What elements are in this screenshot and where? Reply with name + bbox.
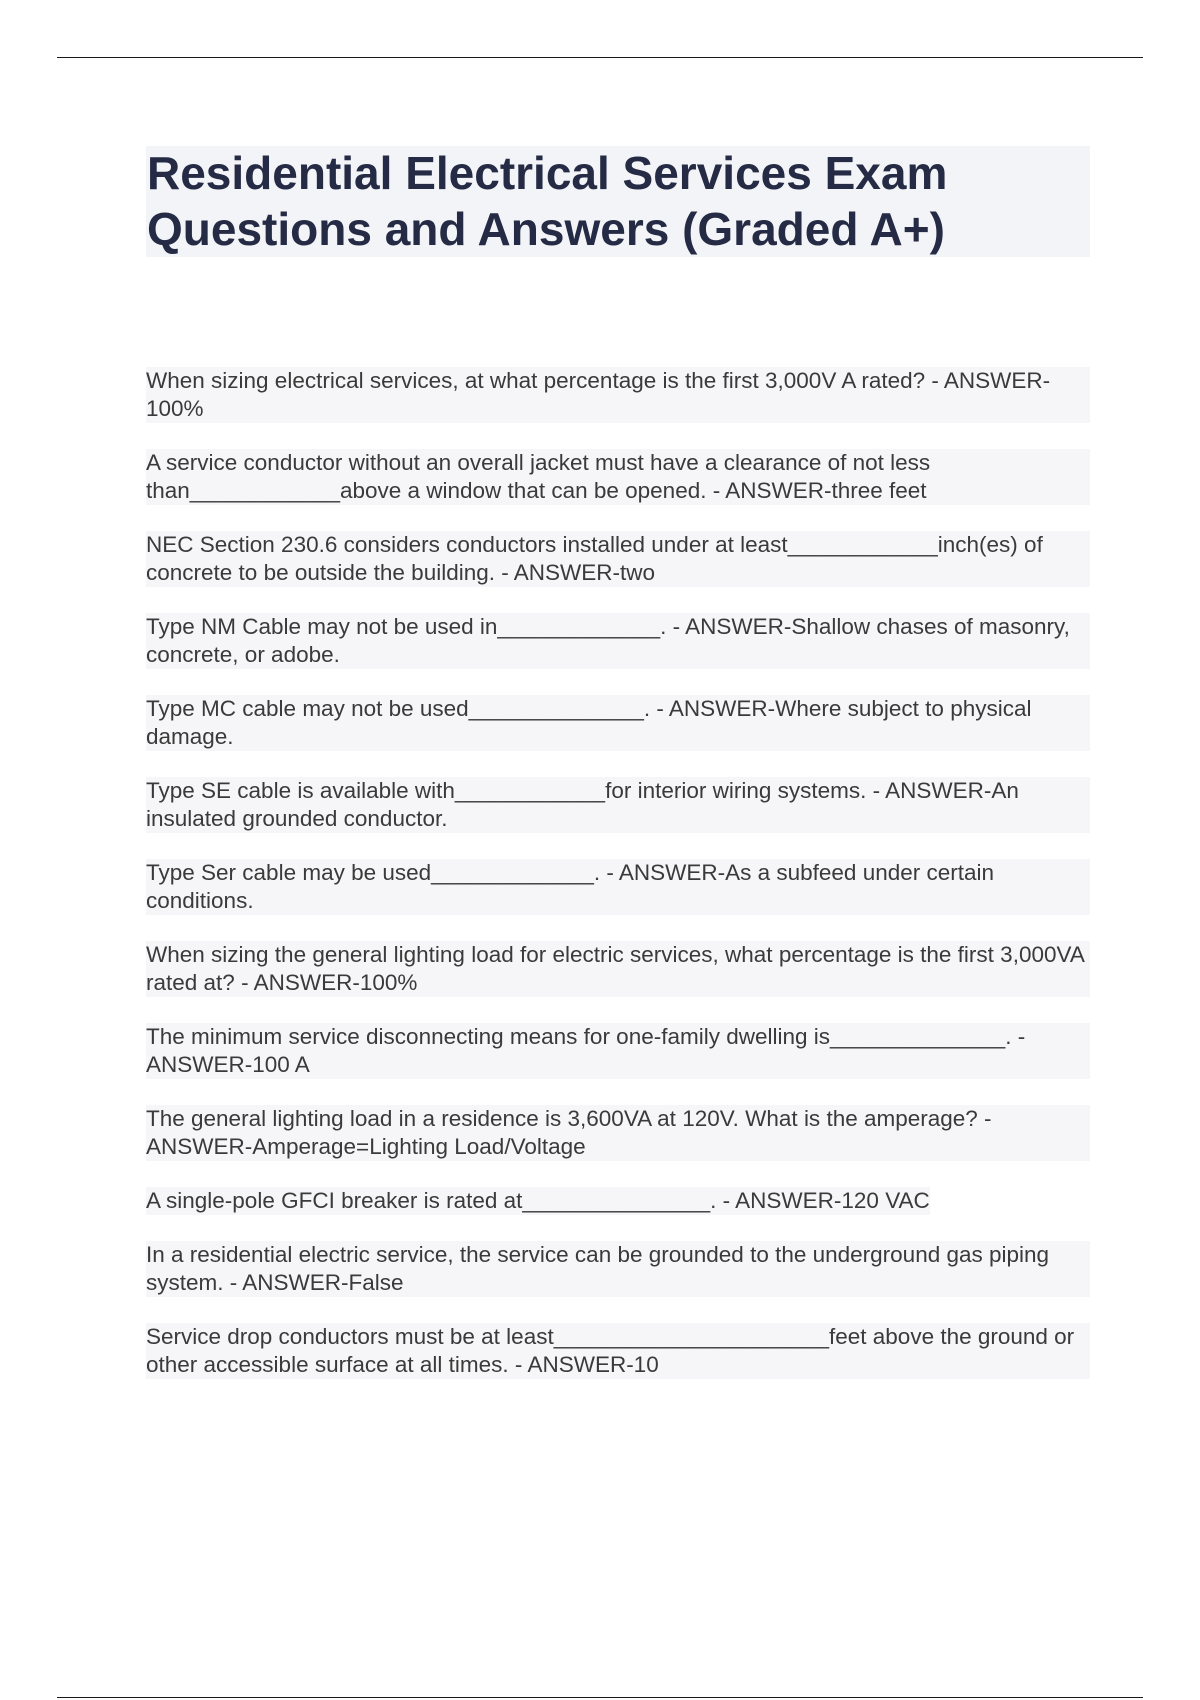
answer-text: ANSWER-False [242, 1270, 404, 1295]
qa-item [146, 695, 1090, 751]
answer-text: ANSWER-three feet [725, 478, 927, 503]
qa-item [146, 613, 1090, 669]
qa-item [146, 1105, 1090, 1161]
question-text: When sizing the general lighting load for electric services, what percentage is the first 3,000VA rated at? [146, 942, 1084, 995]
separator: - [650, 696, 669, 721]
separator: - [600, 860, 619, 885]
separator: - [977, 1106, 992, 1131]
separator: - [866, 778, 886, 803]
answer-text: ANSWER-100 A [146, 1052, 310, 1077]
separator: - [1011, 1024, 1026, 1049]
question-text: Type Ser cable may be used_____________. [146, 860, 601, 885]
top-rule [57, 57, 1143, 58]
answer-text: ANSWER-Amperage=Lighting Load/Voltage [146, 1134, 586, 1159]
answer-text: ANSWER-100% [253, 970, 418, 995]
page-title: Residential Electrical Services Exam Questions and Answers (Graded A+) [147, 147, 948, 255]
answer-text: ANSWER-two [513, 560, 656, 585]
question-text: The general lighting load in a residence is 3,600VA at 120V. What is the amperage? [146, 1106, 978, 1131]
answer-text: ANSWER-Shallow chases of masonry, concrete, or adobe. [146, 614, 1070, 667]
question-text: When sizing electrical services, at what percentage is the first 3,000V A rated? [146, 368, 926, 393]
answer-text: ANSWER-100% [146, 368, 1051, 421]
separator: - [706, 478, 726, 503]
question-text: Type MC cable may not be used______________. [146, 696, 651, 721]
qa-item [146, 1187, 930, 1215]
separator: - [223, 1270, 243, 1295]
separator: - [666, 614, 686, 639]
qa-item [146, 367, 1090, 423]
separator: - [508, 1352, 528, 1377]
separator: - [925, 368, 944, 393]
question-text: A single-pole GFCI breaker is rated at_______________. [146, 1188, 717, 1213]
question-text: Service drop conductors must be at least______________________feet above the ground or other accessible surface at all times. [146, 1324, 1075, 1377]
bottom-rule [57, 1697, 1143, 1698]
answer-text: ANSWER-An insulated grounded conductor. [146, 778, 1019, 831]
qa-item [146, 777, 1090, 833]
question-text: Type SE cable is available with____________for interior wiring systems. [146, 778, 867, 803]
qa-item [146, 531, 1090, 587]
separator: - [716, 1188, 736, 1213]
answer-text: ANSWER-As a subfeed under certain conditions. [146, 860, 995, 913]
question-text: Type NM Cable may not be used in_____________. [146, 614, 667, 639]
question-text: A service conductor without an overall jacket must have a clearance of not less than____________above a window that can be opened. [146, 450, 931, 503]
separator: - [495, 560, 514, 585]
qa-item [146, 449, 1090, 505]
qa-item [146, 859, 1090, 915]
qa-list [146, 367, 1090, 1405]
answer-text: ANSWER-10 [527, 1352, 659, 1377]
question-text: In a residential electric service, the service can be grounded to the underground gas piping system. [146, 1242, 1050, 1295]
qa-item [146, 1323, 1090, 1379]
question-text: The minimum service disconnecting means for one-family dwelling is______________. [146, 1024, 1012, 1049]
separator: - [234, 970, 254, 995]
answer-text: ANSWER-120 VAC [735, 1188, 930, 1213]
qa-item [146, 1241, 1090, 1297]
qa-item [146, 1023, 1090, 1079]
answer-text: ANSWER-Where subject to physical damage. [146, 696, 1032, 749]
qa-item [146, 941, 1090, 997]
question-text: NEC Section 230.6 considers conductors installed under at least____________inch(es) of concrete to be outside the building. [146, 532, 1043, 585]
